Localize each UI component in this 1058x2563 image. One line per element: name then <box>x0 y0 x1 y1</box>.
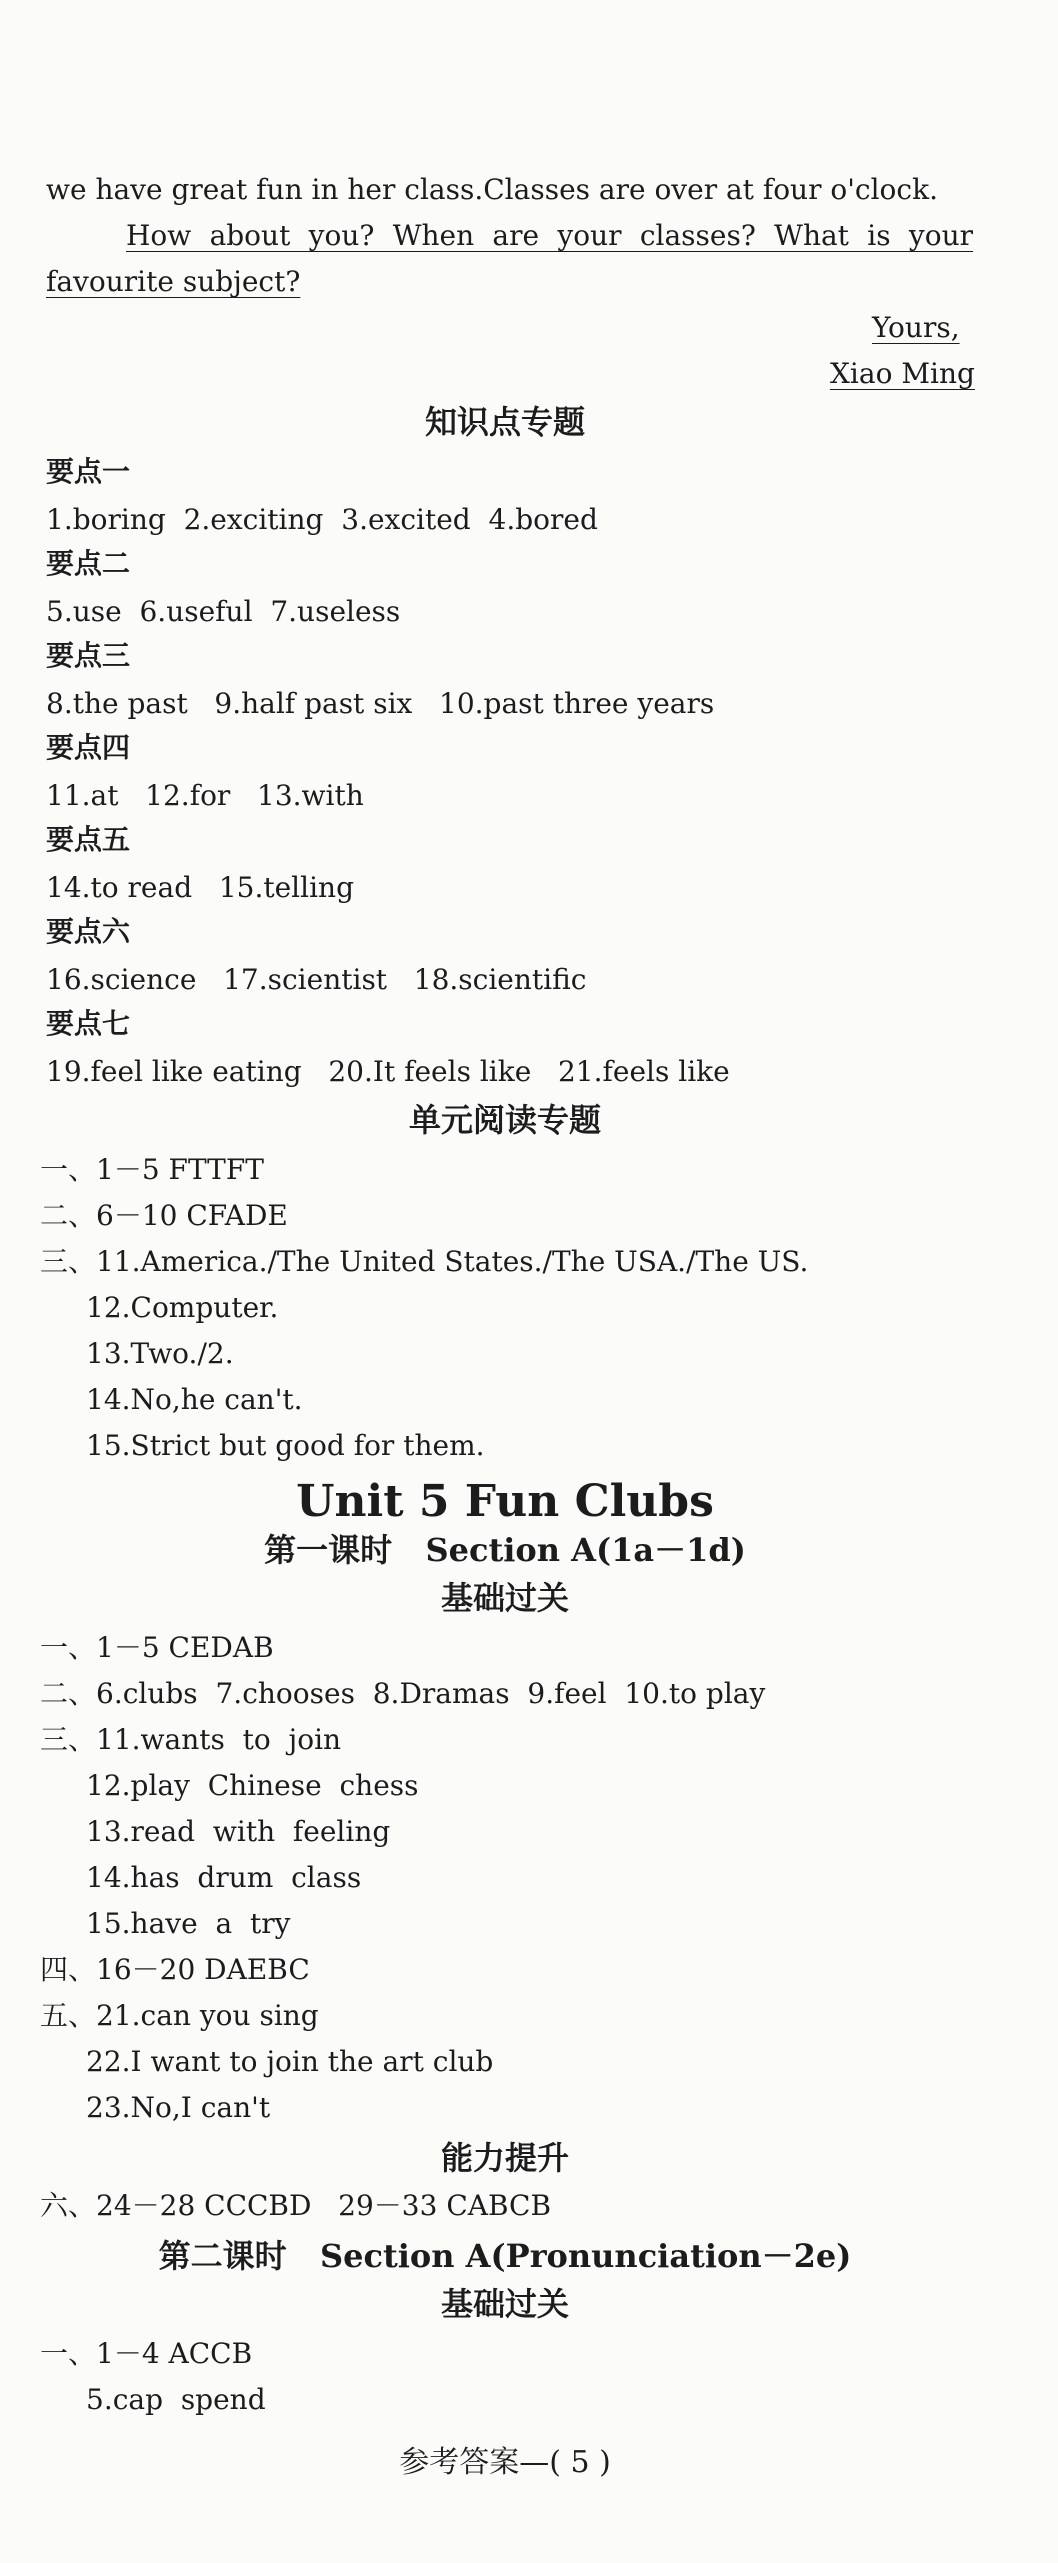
point-label: 要点五 <box>46 823 131 856</box>
answer-line: 一、1－5 FTTFT <box>40 1153 264 1186</box>
letter-line: favourite subject? <box>46 265 301 298</box>
answer-line: 14.has drum class <box>86 1861 362 1894</box>
answer-line: 五、21.can you sing <box>40 1999 319 2032</box>
unit-title: Unit 5 Fun Clubs <box>296 1476 714 1527</box>
answer-line: 5.cap spend <box>86 2383 266 2416</box>
answer-line: 14.No,he can't. <box>86 1383 303 1416</box>
lesson-title: 第二课时 Section A(Pronunciation－2e) <box>158 2237 852 2275</box>
answer-line: 三、11.America./The United States./The USA./The US. <box>40 1245 809 1278</box>
point-label: 要点三 <box>46 639 131 672</box>
answer-line: 二、6－10 CFADE <box>40 1199 288 1232</box>
letter-line: How about you? When are your classes? What is your <box>126 219 973 252</box>
point-answer: 14.to read 15.telling <box>46 871 354 904</box>
point-answer: 5.use 6.useful 7.useless <box>46 595 401 628</box>
answer-line: 13.read with feeling <box>86 1815 391 1848</box>
answer-line: 13.Two./2. <box>86 1337 234 1370</box>
point-answer: 19.feel like eating 20.It feels like 21.feels like <box>46 1055 730 1088</box>
answer-line: 15.Strict but good for them. <box>86 1429 485 1462</box>
answer-line: 四、16－20 DAEBC <box>40 1953 310 1986</box>
lesson-title: 第一课时 Section A(1a－1d) <box>264 1531 746 1569</box>
point-answer: 16.science 17.scientist 18.scientific <box>46 963 587 996</box>
point-label: 要点一 <box>46 455 131 488</box>
answer-line: 二、6.clubs 7.chooses 8.Dramas 9.feel 10.to play <box>40 1677 766 1710</box>
point-label: 要点二 <box>46 547 131 580</box>
point-label: 要点四 <box>46 731 131 764</box>
letter-closing: Yours, <box>872 311 960 344</box>
answer-line: 23.No,I can't <box>86 2091 271 2124</box>
section-title: 知识点专题 <box>424 403 585 441</box>
answer-line: 12.Computer. <box>86 1291 279 1324</box>
letter-signature: Xiao Ming <box>830 357 975 390</box>
answer-line: 一、1－5 CEDAB <box>40 1631 274 1664</box>
answer-line: 六、24－28 CCCBD 29－33 CABCB <box>40 2189 552 2222</box>
section-title: 基础过关 <box>440 1579 569 1617</box>
page-footer: 参考答案—( 5 ) <box>399 2445 611 2480</box>
point-answer: 8.the past 9.half past six 10.past three years <box>46 687 715 720</box>
answer-line: 一、1－4 ACCB <box>40 2337 253 2370</box>
section-title: 单元阅读专题 <box>408 1101 601 1139</box>
point-answer: 11.at 12.for 13.with <box>46 779 364 812</box>
section-title: 能力提升 <box>440 2139 569 2177</box>
answer-line: 12.play Chinese chess <box>86 1769 419 1802</box>
letter-line: we have great fun in her class.Classes are over at four o'clock. <box>46 173 938 206</box>
point-answer: 1.boring 2.exciting 3.excited 4.bored <box>46 503 598 536</box>
point-label: 要点六 <box>46 915 131 948</box>
answer-line: 22.I want to join the art club <box>86 2045 494 2078</box>
section-title: 基础过关 <box>440 2285 569 2323</box>
answer-line: 三、11.wants to join <box>40 1723 342 1756</box>
answer-line: 15.have a try <box>86 1907 291 1940</box>
point-label: 要点七 <box>46 1007 131 1040</box>
